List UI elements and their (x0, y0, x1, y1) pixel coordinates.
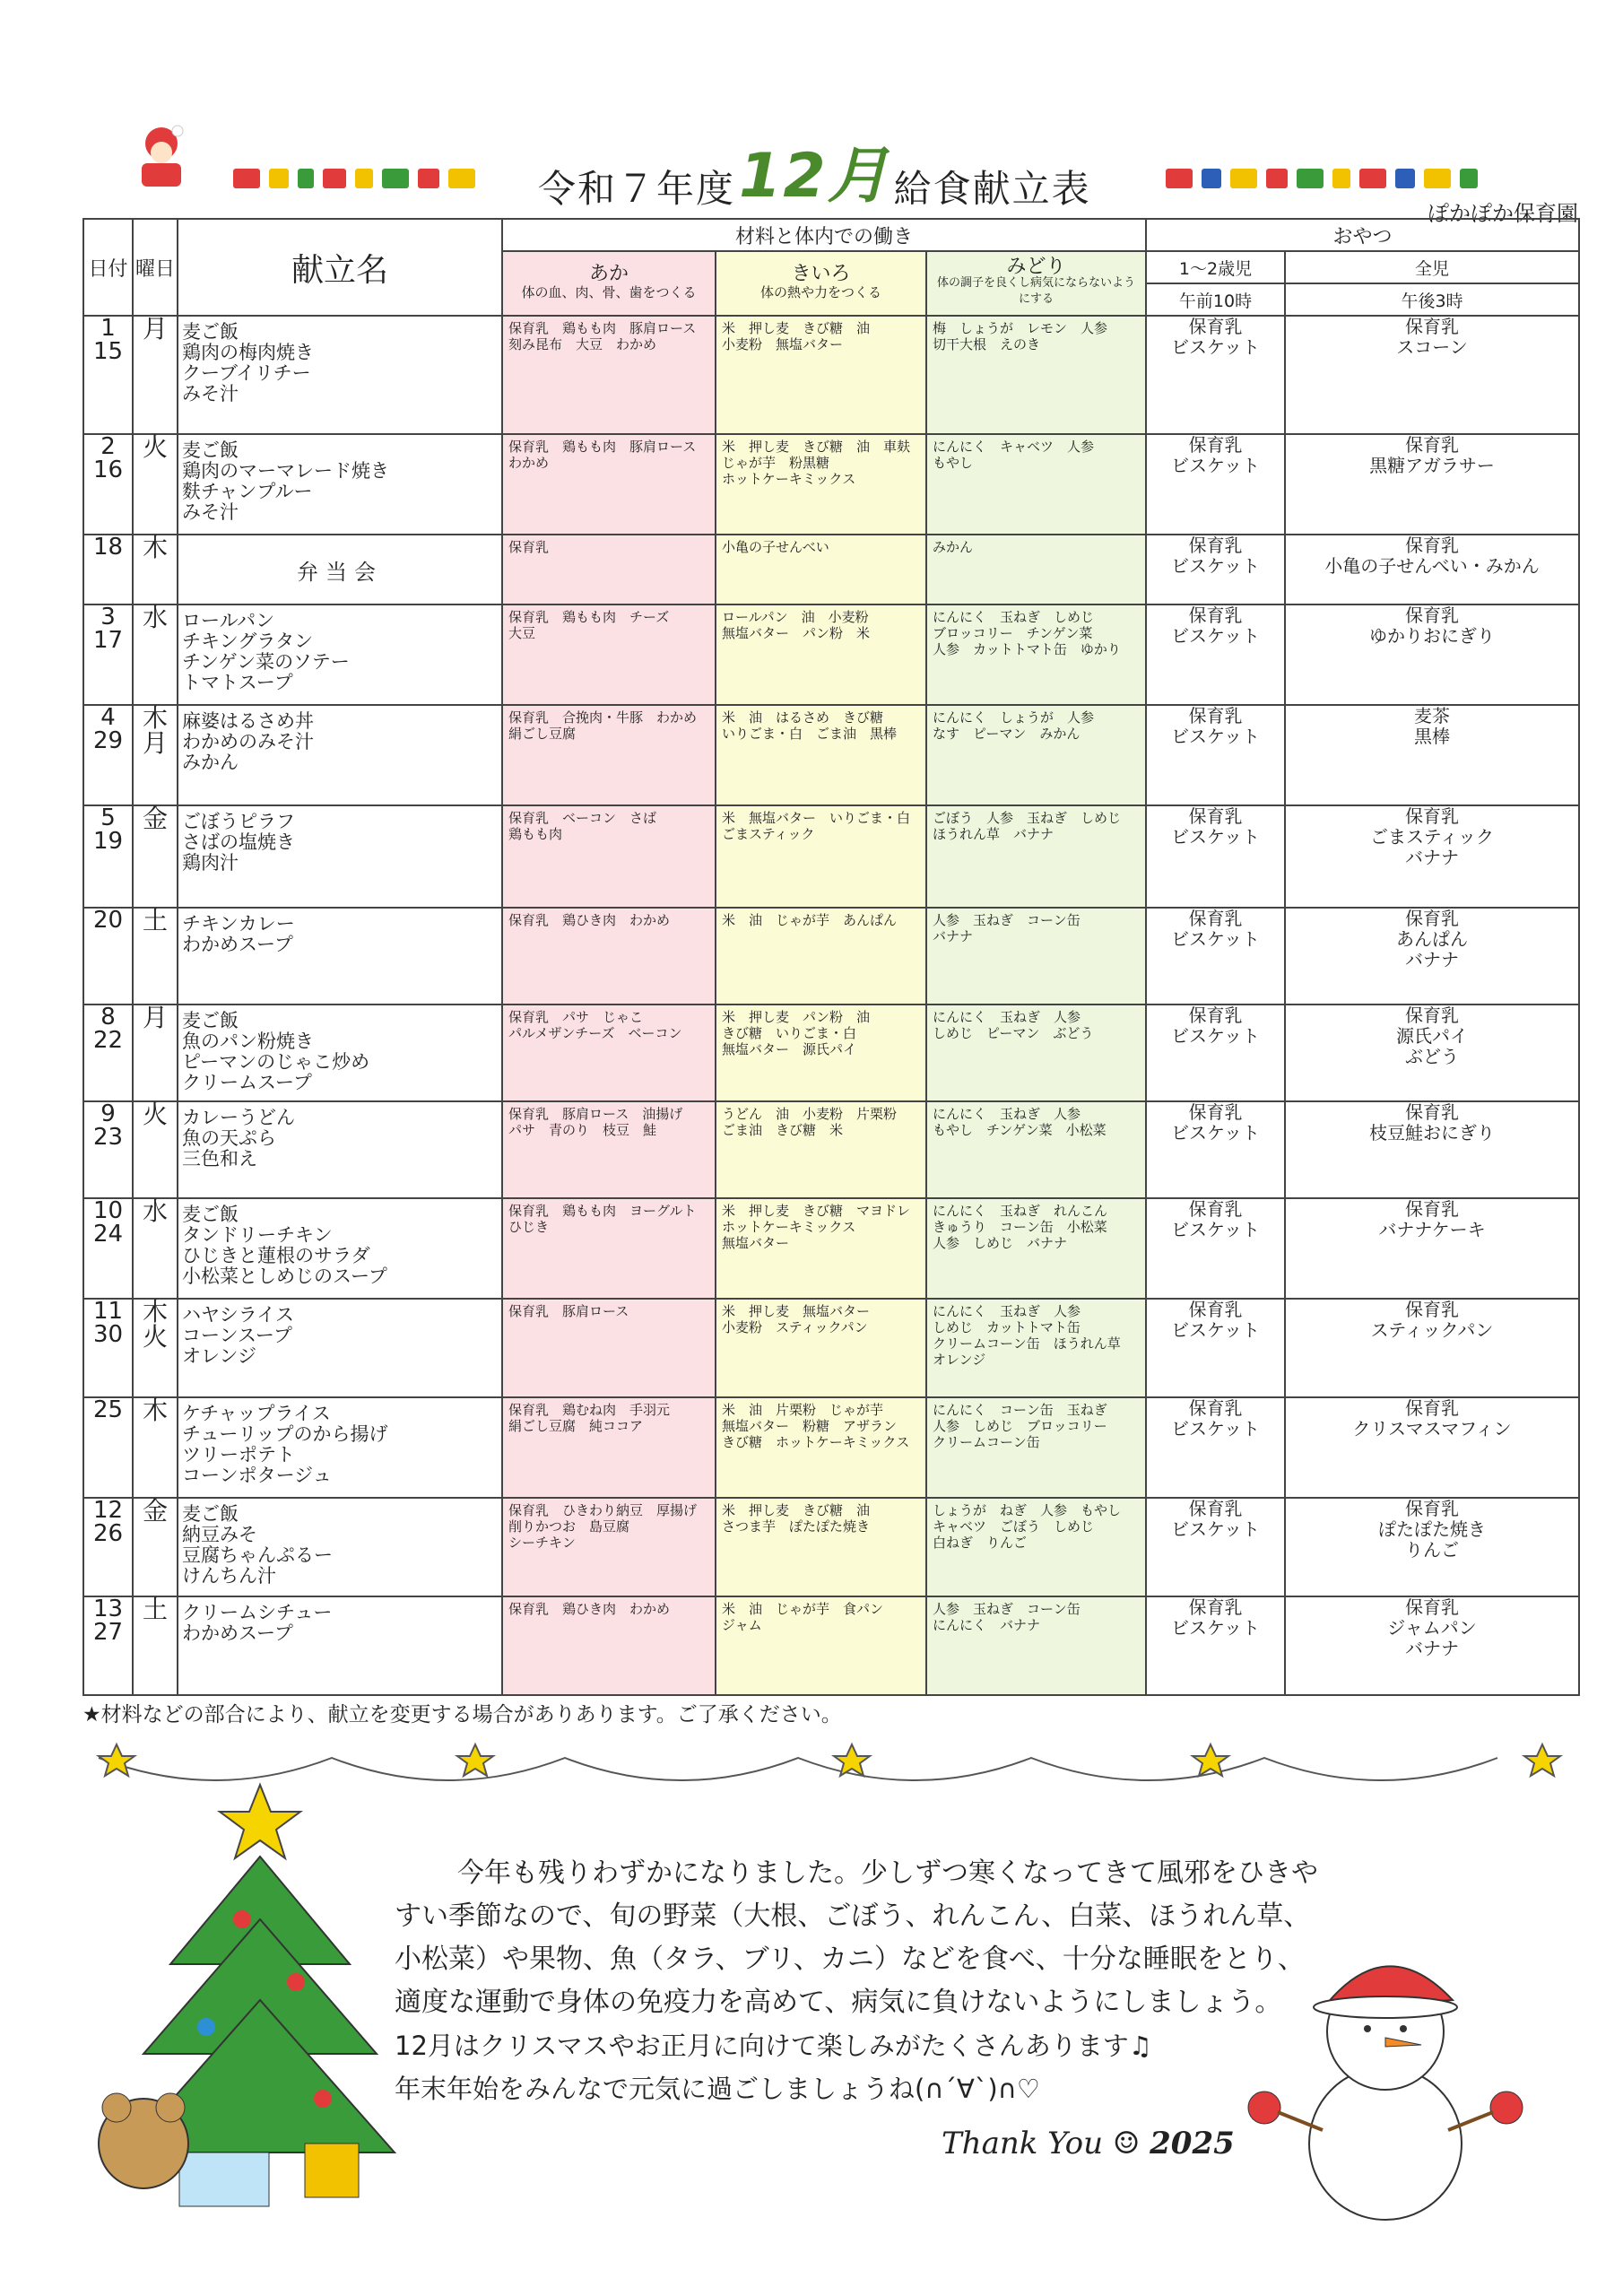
yellow-ingredients-cell (716, 705, 926, 805)
day-cell (133, 705, 178, 805)
green-ingredients-cell-text: 人参 玉ねぎ コーン缶 バナナ (933, 912, 1081, 944)
menu-row (83, 604, 1579, 705)
menu-name-cell-text: 麦ご飯 タンドリーチキン ひじきと蓮根のサラダ 小松菜としめじのスープ (182, 1204, 387, 1287)
header-red: あか 体の血、肉、骨、歯をつくる (502, 251, 716, 316)
date-cell-text: 13 27 (92, 1596, 124, 1646)
red-ingredients-cell (502, 705, 716, 805)
morning-snack-cell (1146, 1596, 1285, 1695)
morning-snack-cell-text: 保育乳 ビスケット (1171, 705, 1260, 747)
day-cell (133, 1198, 178, 1299)
date-cell (83, 705, 133, 805)
afternoon-snack-cell-text: 保育乳 ごまスティック バナナ (1370, 805, 1494, 868)
menu-table (82, 218, 1580, 1696)
yellow-ingredients-cell-text: 小亀の子せんべい (722, 539, 829, 555)
yellow-ingredients-cell-text: 米 無塩バター いりごま・白 ごまスティック (722, 810, 911, 842)
menu-name-cell-text: 麻婆はるさめ丼 わかめのみそ汁 みかん (182, 710, 314, 773)
snowman-icon (1237, 1928, 1533, 2224)
morning-snack-cell (1146, 316, 1285, 434)
morning-snack-cell (1146, 1397, 1285, 1498)
afternoon-snack-cell-text: 保育乳 ゆかりおにぎり (1369, 604, 1495, 647)
afternoon-snack-cell (1285, 1198, 1579, 1299)
day-cell-text: 木 (142, 1396, 168, 1425)
menu-name-cell (178, 1198, 502, 1299)
red-ingredients-cell-text: 保育乳 ひきわり納豆 厚揚げ 削りかつお 島豆腐 シーチキン (508, 1502, 698, 1551)
menu-row (83, 1299, 1579, 1397)
green-ingredients-cell (926, 1498, 1146, 1596)
date-cell-text: 10 24 (92, 1197, 124, 1248)
yellow-ingredients-cell (716, 1101, 926, 1198)
gift-decoration (1166, 135, 1478, 188)
red-ingredients-cell-text: 保育乳 (508, 539, 550, 555)
afternoon-snack-cell (1285, 805, 1579, 908)
red-ingredients-cell (502, 1299, 716, 1397)
yellow-ingredients-cell-text: 米 押し麦 きび糖 油 車麸 じゃが芋 粉黒糖 ホットケーキミックス (722, 439, 911, 487)
yellow-ingredients-cell (716, 434, 926, 535)
afternoon-snack-cell (1285, 1596, 1579, 1695)
menu-row (83, 908, 1579, 1004)
header-day: 曜日 (133, 219, 178, 316)
red-ingredients-cell (502, 535, 716, 604)
yellow-ingredients-cell-text: 米 押し麦 無塩バター 小麦粉 スティックパン (722, 1303, 871, 1335)
morning-snack-cell-text: 保育乳 ビスケット (1171, 1299, 1260, 1341)
day-cell (133, 1596, 178, 1695)
green-ingredients-cell (926, 1397, 1146, 1498)
afternoon-snack-cell-text: 保育乳 スティックパン (1370, 1299, 1494, 1341)
red-ingredients-cell (502, 316, 716, 434)
menu-name-cell (178, 1596, 502, 1695)
green-ingredients-cell (926, 705, 1146, 805)
red-ingredients-cell-text: 保育乳 豚肩ロース 油揚げ パサ 青のり 枝豆 鮭 (508, 1106, 683, 1138)
date-cell-text: 3 17 (92, 604, 124, 654)
date-cell (83, 1498, 133, 1596)
header-materials: 材料と体内での働き (502, 219, 1146, 251)
green-ingredients-cell-text: にんにく 玉ねぎ 人参 しめじ カットトマト缶 クリームコーン缶 ほうれん草 オレンジ (933, 1303, 1121, 1368)
morning-snack-cell-text: 保育乳 ビスケット (1171, 1397, 1260, 1439)
afternoon-snack-cell (1285, 434, 1579, 535)
yellow-ingredients-cell-text: 米 油 じゃが芋 食パン ジャム (722, 1601, 884, 1633)
santa-decoration (126, 135, 475, 188)
day-cell-text: 水 (142, 603, 168, 632)
page-title: 令和７年度12月給食献立表 (538, 141, 1091, 212)
menu-name-cell (178, 1498, 502, 1596)
afternoon-snack-cell-text: 保育乳 バナナケーキ (1378, 1198, 1486, 1240)
menu-name-cell (178, 1004, 502, 1101)
date-cell-text: 4 29 (92, 704, 124, 754)
day-cell-text: 水 (142, 1196, 168, 1226)
day-cell-text: 木 火 (142, 1297, 168, 1352)
menu-row (83, 1596, 1579, 1695)
green-ingredients-cell (926, 316, 1146, 434)
date-cell-text: 18 (92, 534, 124, 561)
menu-name-cell-text: 麦ご飯 鶏肉のマーマレード焼き 麩チャンプルー みそ汁 (182, 439, 389, 523)
red-ingredients-cell (502, 1198, 716, 1299)
seasonal-message (395, 1852, 1327, 2110)
yellow-ingredients-cell (716, 604, 926, 705)
day-cell (133, 1004, 178, 1101)
menu-name-cell (178, 705, 502, 805)
green-ingredients-cell-text: ごぼう 人参 玉ねぎ しめじ ほうれん草 バナナ (933, 810, 1122, 842)
yellow-ingredients-cell-text: ロールパン 油 小麦粉 無塩バター パン粉 米 (722, 609, 871, 641)
green-ingredients-cell-text: しょうが ねぎ 人参 もやし キャベツ ごぼう しめじ 白ねぎ りんご (933, 1502, 1122, 1551)
date-cell-text: 1 15 (92, 315, 124, 365)
date-cell (83, 908, 133, 1004)
message-paragraph: 今年も残りわずかになりました。少しずつ寒くなってきて風邪をひきやすい季節なので、旬の野菜（大根、ごぼう、れんこん、白菜、ほうれん草、小松菜）や果物、魚（タラ、ブリ、カニ）などを食べ、十分な睡眠をとり、適度な運動で身体の免疫力を高めて、病気に負けないようにしましょう。 (395, 1857, 1318, 2018)
morning-snack-cell-text: 保育乳 ビスケット (1171, 316, 1260, 358)
date-cell-text: 2 16 (92, 433, 124, 483)
day-cell (133, 908, 178, 1004)
header-snack1-time: 午前10時 (1146, 283, 1285, 316)
yellow-ingredients-cell (716, 1299, 926, 1397)
yellow-ingredients-cell-text: 米 押し麦 きび糖 油 さつま芋 ぽたぽた焼き (722, 1502, 871, 1535)
date-cell (83, 535, 133, 604)
afternoon-snack-cell (1285, 604, 1579, 705)
afternoon-snack-cell-text: 保育乳 ジャムパン バナナ (1387, 1596, 1477, 1659)
red-ingredients-cell-text: 保育乳 鶏もも肉 豚肩ロース 刻み昆布 大豆 わかめ (508, 320, 697, 352)
red-ingredients-cell-text: 保育乳 豚肩ロース (508, 1303, 629, 1319)
day-cell-text: 火 (142, 432, 168, 462)
day-cell (133, 1101, 178, 1198)
yellow-ingredients-cell-text: 米 押し麦 きび糖 マヨドレ ホットケーキミックス 無塩バター (722, 1203, 911, 1251)
date-cell-text: 9 23 (92, 1100, 124, 1151)
afternoon-snack-cell-text: 保育乳 源氏パイ ぶどう (1396, 1004, 1468, 1067)
message-christmas: 12月はクリスマスやお正月に向けて楽しみがたくさんあります♫ (395, 2031, 1152, 2061)
menu-row (83, 1004, 1579, 1101)
green-ingredients-cell (926, 908, 1146, 1004)
menu-name-cell-text: クリームシチュー わかめスープ (182, 1602, 333, 1644)
green-ingredients-cell (926, 1101, 1146, 1198)
day-cell-text: 木 (142, 533, 168, 562)
header-menu-name: 献立名 (178, 219, 502, 316)
green-ingredients-cell (926, 535, 1146, 604)
date-cell-text: 12 26 (92, 1497, 124, 1547)
afternoon-snack-cell (1285, 1004, 1579, 1101)
green-ingredients-cell (926, 1596, 1146, 1695)
afternoon-snack-cell-text: 保育乳 枝豆鮭おにぎり (1369, 1101, 1495, 1144)
date-cell-text: 8 22 (92, 1004, 124, 1054)
day-cell (133, 604, 178, 705)
menu-row (83, 1101, 1579, 1198)
date-cell (83, 1397, 133, 1498)
morning-snack-cell (1146, 1198, 1285, 1299)
santa-icon (126, 117, 224, 188)
menu-name-cell-text: ごぼうピラフ さばの塩焼き 鶏肉汁 (182, 811, 295, 874)
morning-snack-cell (1146, 434, 1285, 535)
green-ingredients-cell (926, 604, 1146, 705)
header-snack2-time: 午後3時 (1285, 283, 1579, 316)
green-ingredients-cell-text: にんにく キャベツ 人参 もやし (933, 439, 1095, 471)
morning-snack-cell-text: 保育乳 ビスケット (1171, 1198, 1260, 1240)
morning-snack-cell-text: 保育乳 ビスケット (1171, 1004, 1260, 1047)
morning-snack-cell (1146, 1101, 1285, 1198)
day-cell (133, 434, 178, 535)
afternoon-snack-cell-text: 保育乳 スコーン (1396, 316, 1468, 358)
red-ingredients-cell-text: 保育乳 鶏ひき肉 わかめ (508, 1601, 671, 1617)
morning-snack-cell (1146, 604, 1285, 705)
morning-snack-cell (1146, 535, 1285, 604)
green-ingredients-cell-text: にんにく 玉ねぎ 人参 もやし チンゲン菜 小松菜 (933, 1106, 1107, 1138)
yellow-ingredients-cell (716, 805, 926, 908)
afternoon-snack-cell (1285, 1299, 1579, 1397)
date-cell-text: 20 (92, 907, 124, 934)
green-ingredients-cell-text: にんにく コーン缶 玉ねぎ 人参 しめじ ブロッコリー クリームコーン缶 (933, 1402, 1107, 1450)
header-snack1-age: 1～2歳児 (1146, 251, 1285, 283)
red-ingredients-cell (502, 1101, 716, 1198)
date-cell (83, 316, 133, 434)
green-ingredients-cell (926, 434, 1146, 535)
red-ingredients-cell (502, 434, 716, 535)
yellow-ingredients-cell (716, 1198, 926, 1299)
red-ingredients-cell (502, 908, 716, 1004)
yellow-ingredients-cell (716, 535, 926, 604)
morning-snack-cell (1146, 705, 1285, 805)
red-ingredients-cell-text: 保育乳 ベーコン さば 鶏もも肉 (508, 810, 657, 842)
afternoon-snack-cell-text: 保育乳 クリスマスマフィン (1352, 1397, 1512, 1439)
thank-you-signature: Thank You ☺ 2025 (942, 2126, 1235, 2161)
morning-snack-cell-text: 保育乳 ビスケット (1171, 1498, 1260, 1540)
day-cell (133, 1397, 178, 1498)
date-cell (83, 434, 133, 535)
menu-body (83, 316, 1579, 1695)
day-cell (133, 1299, 178, 1397)
menu-name-cell (178, 535, 502, 604)
menu-name-cell (178, 1397, 502, 1498)
date-cell (83, 1004, 133, 1101)
yellow-ingredients-cell (716, 1397, 926, 1498)
date-cell (83, 1596, 133, 1695)
date-cell (83, 1101, 133, 1198)
menu-row (83, 316, 1579, 434)
morning-snack-cell (1146, 805, 1285, 908)
red-ingredients-cell-text: 保育乳 鶏もも肉 豚肩ロース わかめ (508, 439, 697, 471)
green-ingredients-cell-text: にんにく しょうが 人参 なす ピーマン みかん (933, 709, 1095, 742)
afternoon-snack-cell (1285, 535, 1579, 604)
message-newyear: 年末年始をみんなで元気に過ごしましょうね(∩´∀`)∩♡ (395, 2074, 1040, 2104)
morning-snack-cell (1146, 1004, 1285, 1101)
red-ingredients-cell (502, 805, 716, 908)
green-ingredients-cell (926, 1299, 1146, 1397)
school-name: ぽかぽか保育園 (1428, 201, 1578, 226)
date-cell (83, 1299, 133, 1397)
day-cell (133, 535, 178, 604)
green-ingredients-cell-text: 人参 玉ねぎ コーン缶 にんにく バナナ (933, 1601, 1081, 1633)
red-ingredients-cell (502, 604, 716, 705)
menu-row (83, 805, 1579, 908)
day-cell-text: 月 (142, 314, 168, 344)
red-ingredients-cell (502, 1397, 716, 1498)
afternoon-snack-cell (1285, 316, 1579, 434)
day-cell-text: 月 (142, 1003, 168, 1032)
afternoon-snack-cell (1285, 705, 1579, 805)
menu-name-cell-text: 麦ご飯 鶏肉の梅肉焼き クーブイリチー みそ汁 (182, 321, 314, 404)
red-ingredients-cell-text: 保育乳 パサ じゃこ パルメザンチーズ ベーコン (508, 1009, 682, 1041)
change-note: ★材料などの部合により、献立を変更する場合がありあります。ご了承ください。 (82, 1703, 842, 1726)
star-icon (1524, 1744, 1560, 1776)
header-snack2-age: 全児 (1285, 251, 1579, 283)
menu-name-cell-text: 麦ご飯 魚のパン粉焼き ピーマンのじゃこ炒め クリームスープ (182, 1010, 370, 1093)
green-ingredients-cell (926, 1198, 1146, 1299)
date-cell (83, 1198, 133, 1299)
day-cell (133, 316, 178, 434)
red-ingredients-cell (502, 1498, 716, 1596)
header-date: 日付 (83, 219, 133, 316)
menu-row (83, 434, 1579, 535)
header-green: みどり 体の調子を良くし病気にならないようにする (926, 251, 1146, 316)
yellow-ingredients-cell-text: 米 押し麦 きび糖 油 小麦粉 無塩バター (722, 320, 871, 352)
menu-name-cell-text: 弁当会 (297, 559, 383, 585)
red-ingredients-cell-text: 保育乳 合挽肉・牛豚 わかめ 絹ごし豆腐 (508, 709, 698, 742)
yellow-ingredients-cell (716, 1498, 926, 1596)
page-header (0, 81, 1623, 212)
menu-name-cell-text: ロールパン チキングラタン チンゲン菜のソテー トマトスープ (182, 610, 350, 693)
morning-snack-cell-text: 保育乳 ビスケット (1171, 908, 1260, 950)
morning-snack-cell-text: 保育乳 ビスケット (1171, 434, 1260, 476)
afternoon-snack-cell (1285, 908, 1579, 1004)
yellow-ingredients-cell-text: 米 油 じゃが芋 あんぱん (722, 912, 898, 928)
red-ingredients-cell-text: 保育乳 鶏むね肉 手羽元 絹ごし豆腐 純ココア (508, 1402, 671, 1434)
header-snack: おやつ (1146, 219, 1579, 251)
afternoon-snack-cell-text: 保育乳 ぽたぽた焼き りんご (1378, 1498, 1486, 1561)
green-ingredients-cell-text: にんにく 玉ねぎ れんこん きゅうり コーン缶 小松菜 人参 しめじ バナナ (933, 1203, 1108, 1251)
menu-row (83, 705, 1579, 805)
day-cell (133, 1498, 178, 1596)
menu-name-cell-text: チキンカレー わかめスープ (182, 913, 295, 955)
menu-name-cell-text: カレーうどん 魚の天ぷら 三色和え (182, 1107, 295, 1170)
red-ingredients-cell-text: 保育乳 鶏もも肉 ヨーグルト ひじき (508, 1203, 697, 1235)
afternoon-snack-cell (1285, 1397, 1579, 1498)
green-ingredients-cell-text: 梅 しょうが レモン 人参 切干大根 えのき (933, 320, 1108, 352)
day-cell-text: 火 (142, 1100, 168, 1129)
header-yellow: きいろ 体の熱や力をつくる (716, 251, 926, 316)
red-ingredients-cell-text: 保育乳 鶏もも肉 チーズ 大豆 (508, 609, 670, 641)
morning-snack-cell (1146, 908, 1285, 1004)
menu-name-cell (178, 316, 502, 434)
morning-snack-cell-text: 保育乳 ビスケット (1171, 1101, 1260, 1144)
yellow-ingredients-cell-text: うどん 油 小麦粉 片栗粉 ごま油 きび糖 米 (722, 1106, 898, 1138)
day-cell-text: 金 (142, 804, 168, 833)
yellow-ingredients-cell-text: 米 押し麦 パン粉 油 きび糖 いりごま・白 無塩バター 源氏パイ (722, 1009, 871, 1057)
morning-snack-cell-text: 保育乳 ビスケット (1171, 604, 1260, 647)
morning-snack-cell-text: 保育乳 ビスケット (1171, 805, 1260, 848)
christmas-tree-icon (72, 1758, 412, 2224)
menu-name-cell (178, 434, 502, 535)
menu-name-cell (178, 604, 502, 705)
morning-snack-cell (1146, 1498, 1285, 1596)
menu-name-cell-text: ケチャップライス チューリップのから揚げ ツリーポテト コーンポタージュ (182, 1403, 388, 1486)
menu-name-cell-text: 麦ご飯 納豆みそ 豆腐ちゃんぷるー けんちん汁 (182, 1503, 333, 1587)
menu-row (83, 1498, 1579, 1596)
morning-snack-cell-text: 保育乳 ビスケット (1171, 1596, 1260, 1639)
date-cell-text: 25 (92, 1396, 124, 1423)
green-ingredients-cell (926, 1004, 1146, 1101)
red-ingredients-cell (502, 1596, 716, 1695)
day-cell-text: 土 (142, 1595, 168, 1624)
star-icon (457, 1744, 493, 1776)
yellow-ingredients-cell (716, 1596, 926, 1695)
green-ingredients-cell-text: にんにく 玉ねぎ しめじ ブロッコリー チンゲン菜 人参 カットトマト缶 ゆかり (933, 609, 1121, 657)
day-cell-text: 木 月 (142, 703, 168, 758)
yellow-ingredients-cell-text: 米 油 はるさめ きび糖 いりごま・白 ごま油 黒棒 (722, 709, 898, 742)
afternoon-snack-cell-text: 保育乳 あんぱん バナナ (1396, 908, 1468, 970)
afternoon-snack-cell-text: 保育乳 小亀の子せんべい・みかん (1324, 535, 1540, 577)
morning-snack-cell-text: 保育乳 ビスケット (1171, 535, 1260, 577)
yellow-ingredients-cell-text: 米 油 片栗粉 じゃが芋 無塩バター 粉糖 アザラン きび糖 ホットケーキミックス (722, 1402, 910, 1450)
yellow-ingredients-cell (716, 1004, 926, 1101)
date-cell-text: 11 30 (92, 1298, 124, 1348)
date-cell (83, 805, 133, 908)
date-cell (83, 604, 133, 705)
afternoon-snack-cell (1285, 1498, 1579, 1596)
date-cell-text: 5 19 (92, 804, 124, 855)
yellow-ingredients-cell (716, 908, 926, 1004)
red-ingredients-cell-text: 保育乳 鶏ひき肉 わかめ (508, 912, 671, 928)
menu-row (83, 1397, 1579, 1498)
afternoon-snack-cell-text: 保育乳 黒糖アガラサー (1369, 434, 1495, 476)
menu-name-cell (178, 805, 502, 908)
menu-name-cell (178, 908, 502, 1004)
menu-name-cell (178, 1101, 502, 1198)
red-ingredients-cell (502, 1004, 716, 1101)
morning-snack-cell (1146, 1299, 1285, 1397)
day-cell-text: 土 (142, 906, 168, 935)
menu-row (83, 1198, 1579, 1299)
menu-name-cell-text: ハヤシライス コーンスープ オレンジ (182, 1304, 294, 1367)
green-ingredients-cell-text: みかん (933, 539, 974, 555)
afternoon-snack-cell-text: 麦茶 黒棒 (1414, 705, 1450, 747)
afternoon-snack-cell (1285, 1101, 1579, 1198)
menu-row (83, 535, 1579, 604)
day-cell-text: 金 (142, 1496, 168, 1526)
green-ingredients-cell-text: にんにく 玉ねぎ 人参 しめじ ピーマン ぶどう (933, 1009, 1094, 1041)
menu-name-cell (178, 1299, 502, 1397)
green-ingredients-cell (926, 805, 1146, 908)
day-cell (133, 805, 178, 908)
yellow-ingredients-cell (716, 316, 926, 434)
